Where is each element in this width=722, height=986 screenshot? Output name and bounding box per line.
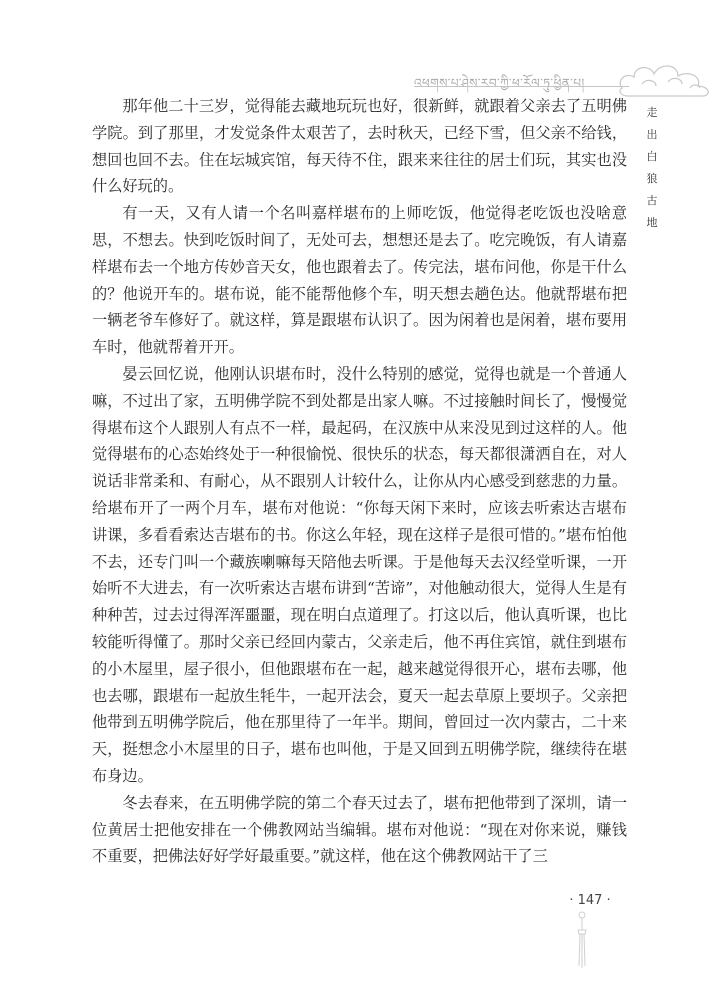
side-title-char: 走 [646,106,658,119]
page-number: · 147 · [569,893,611,908]
side-title-char: 白 [646,150,658,163]
paragraph: 晏云回忆说，他刚认识堪布时，没什么特别的感觉，觉得也就是一个普通人嘛，不过出了家，五明佛学院不到处都是出家人嘛。不过接触时间长了，慢慢觉得堪布这个人跟别人有点不一样，最起码，在汉族中从来没见到过这样的人。他觉得堪布的心态始终处于一种很愉悦、很快乐的状态，每天都很潇洒自在，对人说话非常柔和、有耐心，从不跟别人计较什么，让你从内心感受到慈悲的力量。给堪布开了一两个月车，堪布对他说：“你每天闲下来时，应该去听索达吉堪布讲课，多看看索达吉堪布的书。你这么年轻，现在这样子是很可惜的。”堪布怕他不去，还专门叫一个藏族喇嘛每天陪他去听课。于是他每天去汉经堂听课，一开始听不大进去，有一次听索达吉堪布讲到“苦谛”，对他触动很大，觉得人生是有种种苦，过去过得浑浑噩噩，现在明白点道理了。打这以后，他认真听课，也比较能听得懂了。那时父亲已经回内蒙古，父亲走后，他不再住宾馆，就住到堪布的小木屋里，屋子很小，但他跟堪布在一起，越来越觉得很开心，堪布去哪，他也去哪，跟堪布一起放生牦牛，一起开法会，夏天一起去草原上要坝子。父亲把他带到五明佛学院后，他在那里待了一年半。期间，曾回过一次内蒙古，二十来天，挺想念小木屋里的日子，堪布也叫他，于是又回到五明佛学院，继续待在堪布身边。 [92,364,627,785]
header-rule [414,86,629,87]
body-text [92,93,627,873]
tassel-ornament-icon [575,910,589,970]
paragraph: 冬去春来，在五明佛学院的第二个春天过去了，堪布把他带到了深圳，请一位黄居士把他安排在一个佛教网站当编辑。堪布对他说：“现在对你来说，赚钱不重要，把佛法好好学好最重要。”就这样，他在这个佛教网站干了三 [92,793,627,866]
side-running-title [645,102,659,234]
header-tibetan-text: འཕགས་པ་ཤེས་རབ་ཀྱི་ཕ་རོལ་ཏུ་ཕྱིན་པ། [414,76,585,90]
side-title-char: 古 [646,194,658,207]
side-title-char: 出 [646,128,658,141]
side-title-char: 地 [646,216,658,229]
cloud-ornament-icon [612,50,722,100]
side-title-char: 狼 [646,172,658,185]
paragraph: 那年他二十三岁，觉得能去藏地玩玩也好，很新鲜，就跟着父亲去了五明佛学院。到了那里，才发觉条件太艰苦了，去时秋天，已经下雪，但父亲不给钱，想回也回不去。住在坛城宾馆，每天待不住，跟来来往往的居士们玩，其实也没什么好玩的。 [92,97,627,196]
paragraph: 有一天，又有人请一个名叫嘉样堪布的上师吃饭，他觉得老吃饭也没啥意思，不想去。快到吃饭时间了，无处可去，想想还是去了。吃完晚饭，有人请嘉样堪布去一个地方传妙音天女，他也跟着去了。传完法，堪布问他，你是干什么的？他说开车的。堪布说，能不能帮他修个车，明天想去趟色达。他就帮堪布把一辆老爷车修好了。就这样，算是跟堪布认识了。因为闲着也是闲着，堪布要用车时，他就帮着开开。 [92,204,627,357]
